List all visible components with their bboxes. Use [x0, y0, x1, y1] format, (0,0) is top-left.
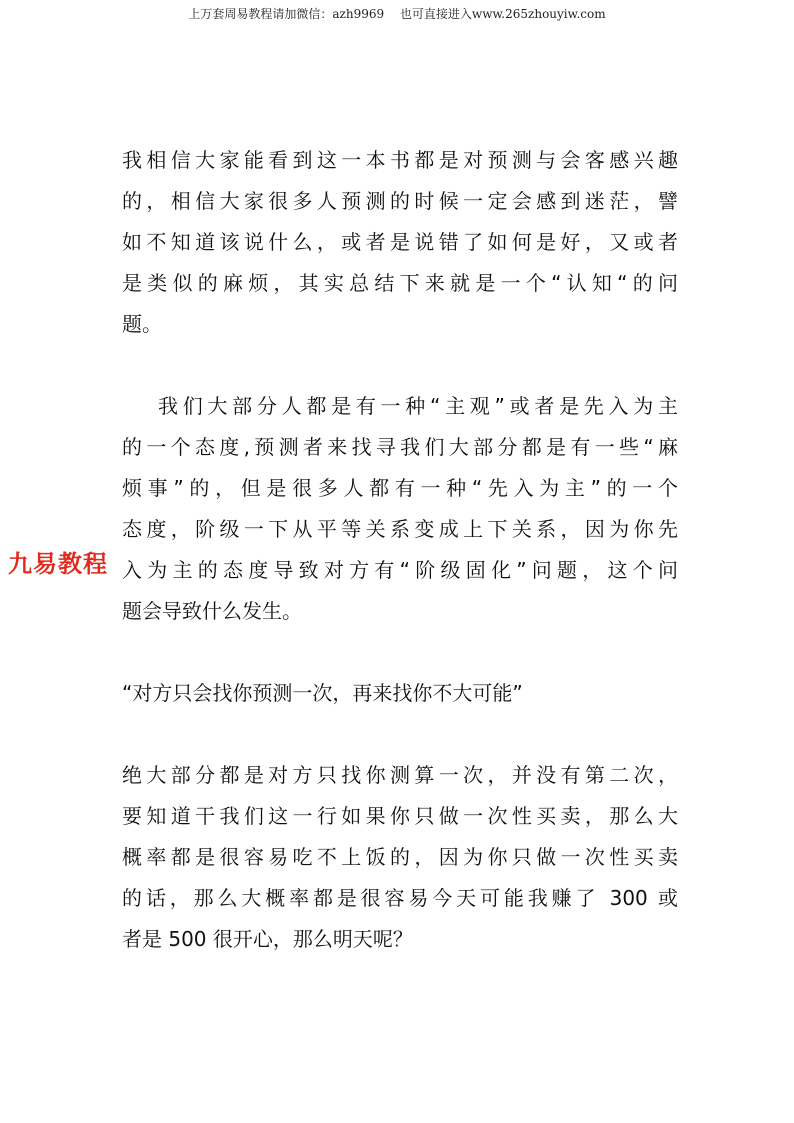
- paragraph-3-quote: [122, 673, 678, 714]
- text-line: 我们大部分人都是有一种“主观”或者是先入为主: [158, 394, 678, 418]
- text-line: 我相信大家能看到这一本书都是对预测与会客感兴趣: [122, 148, 678, 172]
- text-line: 态度，阶级一下从平等关系变成上下关系，因为你先: [122, 517, 678, 541]
- text-line: 概率都是很容易吃不上饭的，因为你只做一次性买卖: [122, 845, 678, 869]
- text-line: 入为主的态度导致对方有“阶级固化”问题，这个问: [122, 558, 678, 582]
- paragraph-spacer: [122, 632, 678, 673]
- text-line: 者是 500 很开心，那么明天呢？: [122, 927, 413, 951]
- paragraph-2: [122, 386, 678, 632]
- text-line: “对方只会找你预测一次，再来找你不大可能”: [122, 681, 523, 705]
- text-line: 的一个态度,预测者来找寻我们大部分都是有一些“麻: [122, 435, 678, 459]
- text-line: 绝大部分都是对方只找你测算一次，并没有第二次，: [122, 763, 678, 787]
- paragraph-1: [122, 140, 678, 345]
- paragraph-spacer: [122, 714, 678, 755]
- text-line: 的，相信大家很多人预测的时候一定会感到迷茫，譬: [122, 189, 678, 213]
- paragraph-spacer: [122, 345, 678, 386]
- document-body: [122, 140, 678, 960]
- text-line: 要知道干我们这一行如果你只做一次性买卖，那么大: [122, 804, 678, 828]
- text-line: 是类似的麻烦，其实总结下来就是一个“认知“的问: [122, 271, 678, 295]
- text-line: 题。: [122, 312, 162, 336]
- text-line: 题会导致什么发生。: [122, 599, 302, 623]
- watermark-logo: 九易教程: [8, 550, 108, 578]
- paragraph-4: [122, 755, 678, 960]
- text-line: 烦事”的，但是很多人都有一种“先入为主”的一个: [122, 476, 678, 500]
- text-line: 如不知道该说什么，或者是说错了如何是好，又或者: [122, 230, 678, 254]
- text-line: 的话，那么大概率都是很容易今天可能我赚了 300 或: [122, 886, 678, 910]
- header-note: 上万套周易教程请加微信：azh9969 也可直接进入www.265zhouyiw.com: [188, 7, 606, 21]
